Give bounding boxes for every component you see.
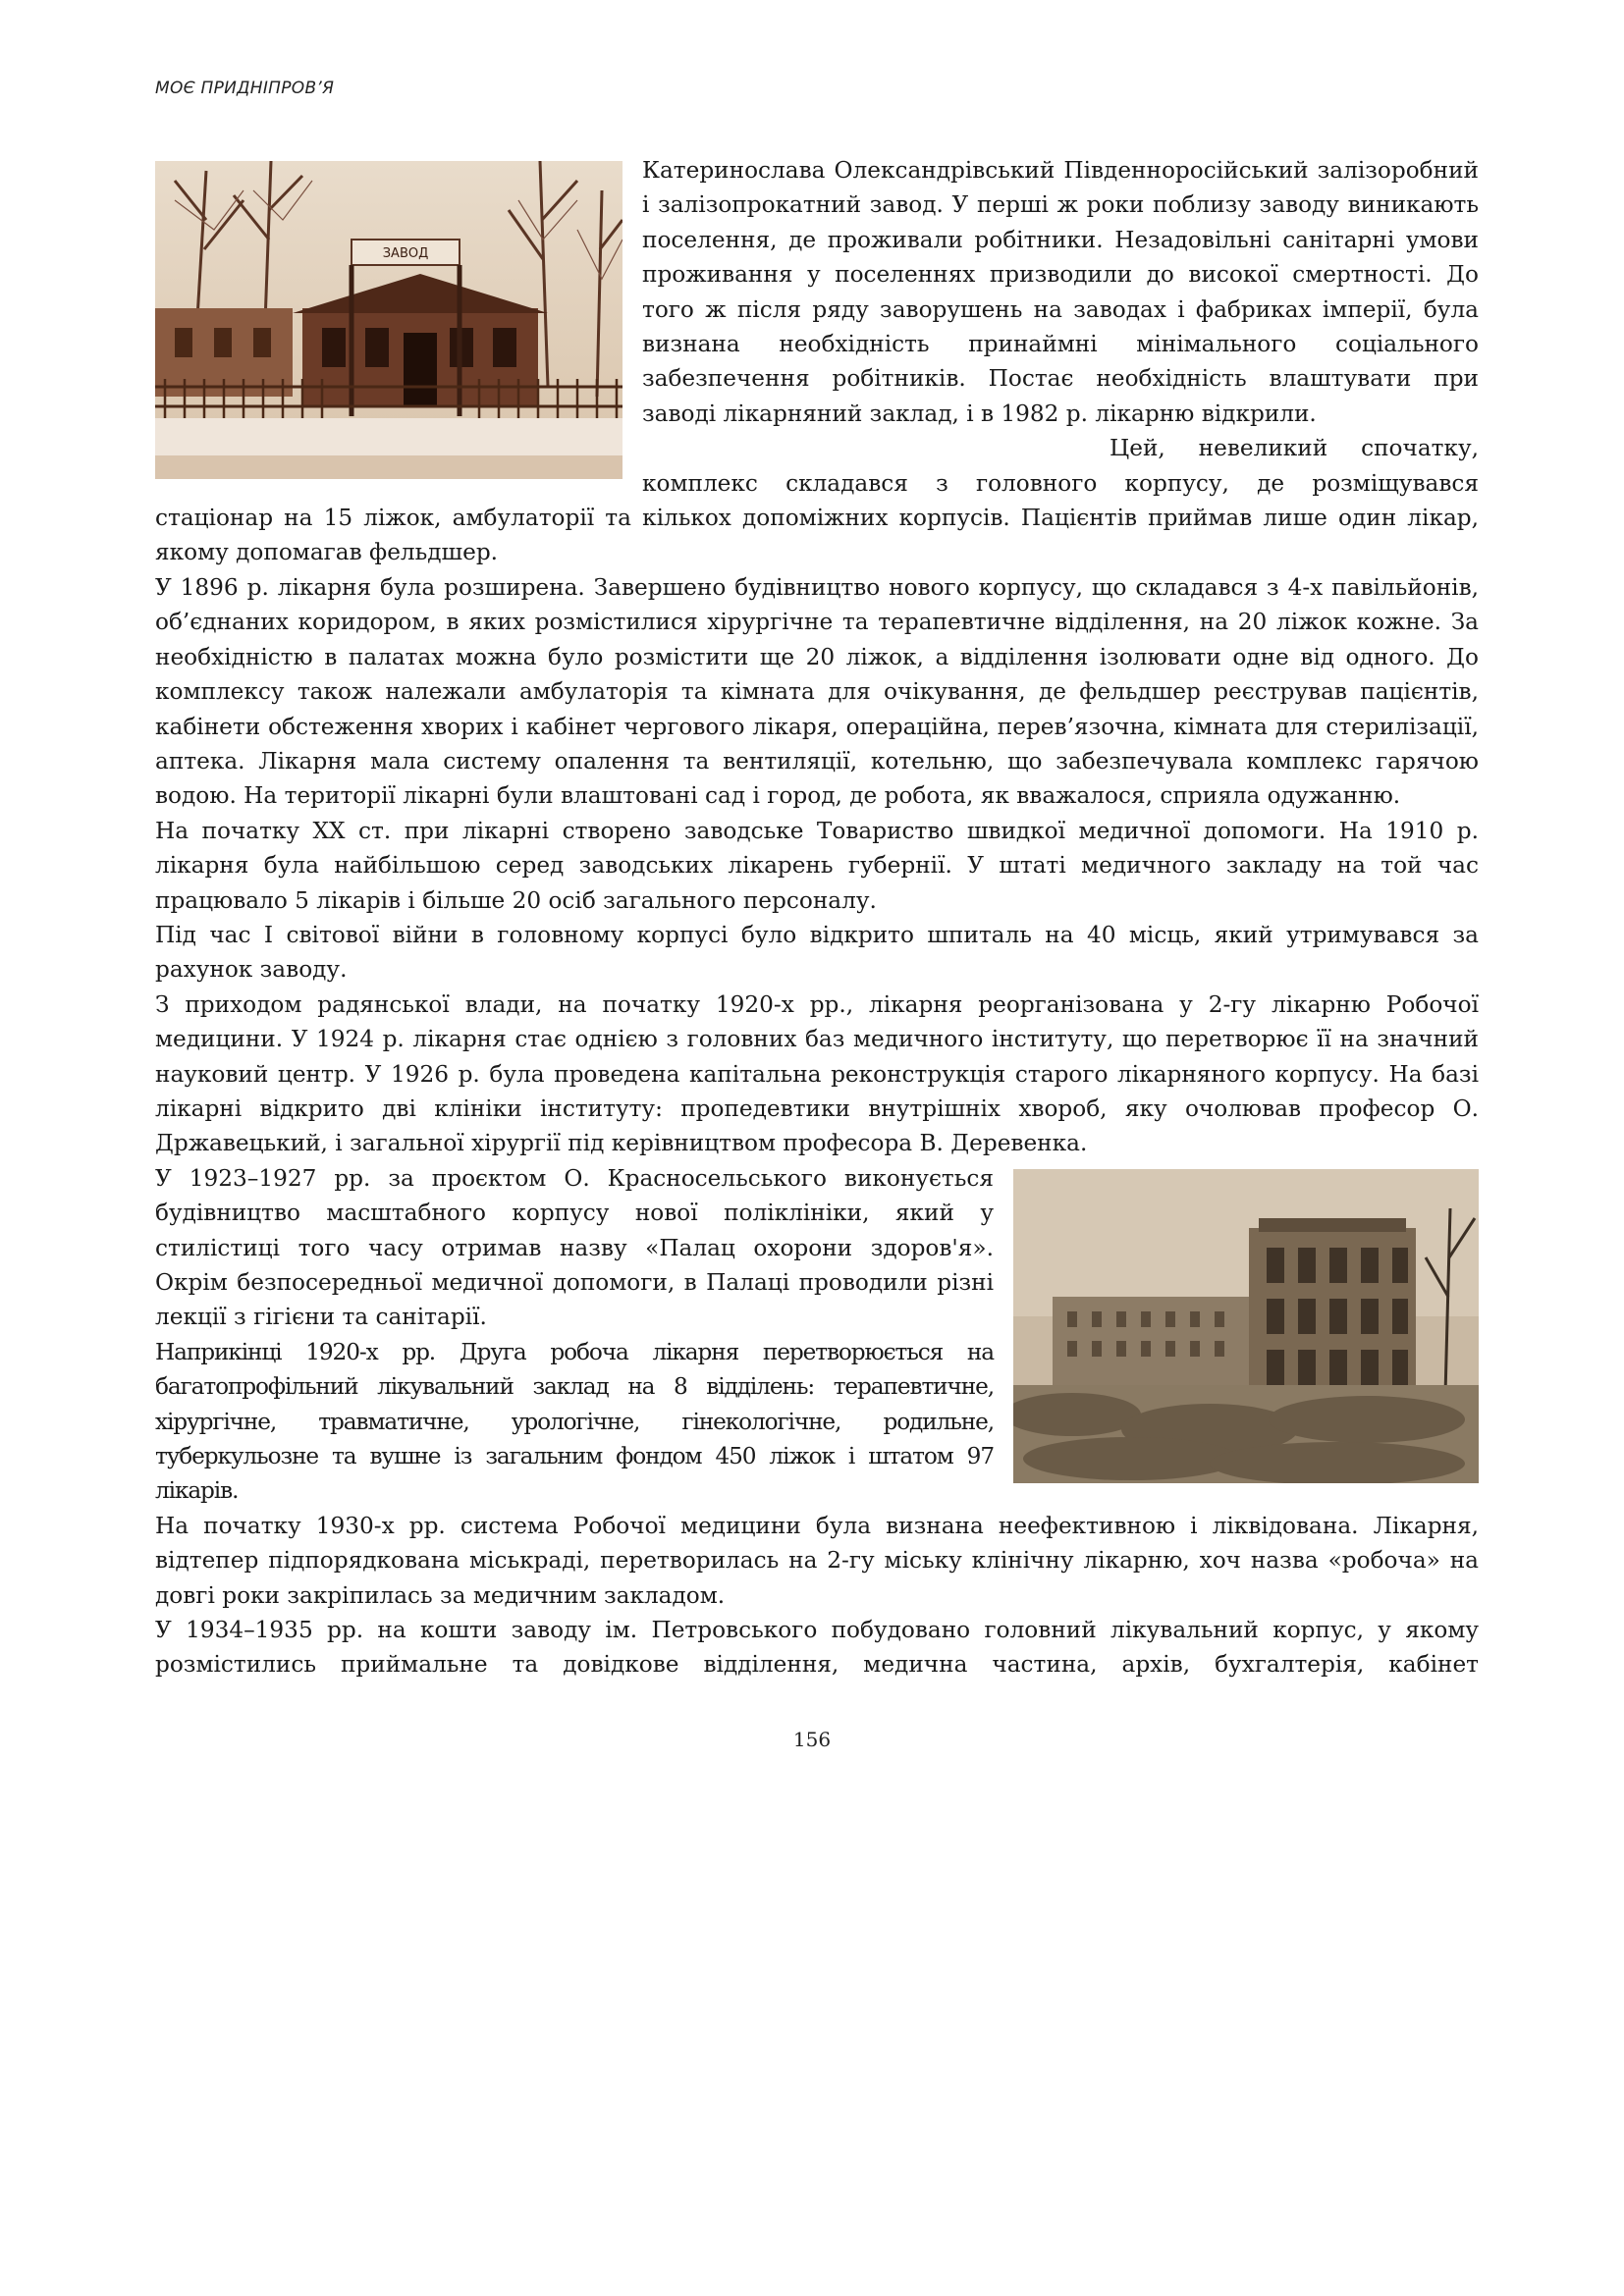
paragraph-5: Під час І світової війни в головному корпусі було відкрито шпиталь на 40 місць, який утримувався за рахунок заводу. (155, 921, 1479, 984)
running-header: МОЄ ПРИДНІПРОВ’Я (155, 79, 335, 98)
paragraph-7: У 1923–1927 рр. за проєктом О. Красносельського виконується будівництво масштабного корпусу нової поліклініки, який у стилістиці того часу отримав назву «Палац охорони здоров'я». Окрім безпосередньої медичної допомоги, в Палаці проводили різні лекції з гігієни та санітарії. (155, 1164, 994, 1331)
paragraph-3: У 1896 р. лікарня була розширена. Завершено будівництво нового корпусу, що складався з 4-х павільйонів, об’єднаних коридором, в яких розмістилися хірургічне та терапевтичне відділення, на 20 ліжок кожне. За необхідністю в палатах можна було розмістити ще 20 ліжок, а відділення ізолювати одне від одного. До комплексу також належали амбулаторія та кімната для очікування, де фельдшер реєстрував пацієнтів, кабінети обстеження хворих і кабінет чергового лікаря, операційна, перев’язочна, кімната для стерилізації, аптека. Лікарня мала систему опалення та вентиляції, котельню, що забезпечувала комплекс гарячою водою. На території лікарні були влаштовані сад і город, де робота, як вважалося, сприяла одужанню. (155, 573, 1479, 810)
page-number: 156 (792, 1728, 832, 1751)
paragraph-6: З приходом радянської влади, на початку 1920-х рр., лікарня реорганізована у 2-гу лікарню Робочої медицини. У 1924 р. лікарня стає однією з головних баз медичного інституту, що перетворює її на значний науковий центр. У 1926 р. була проведена капітальна реконструкція старого лікарняного корпусу. На базі лікарні відкрито дві клініки інституту: пропедевтики внутрішніх хвороб, яку очолював професор О. Државецький, і загальної хірургії під керівництвом професора В. Деревенка. (155, 990, 1479, 1157)
paragraph-2: Цей, невеликий спочатку, комплекс складався з головного корпусу, де розміщувався стаціонар на 15 ліжок, амбулаторії та кількох допоміжних корпусів. Пацієнтів приймав лише один лікар, якому допомагав фельдшер. (155, 435, 1479, 566)
paragraph-8: Наприкінці 1920-х рр. Друга робоча лікарня перетворюється на багатопрофільний лікувальний заклад на 8 відділень: терапевтичне, хірургічне, травматичне, урологічне, гінекологічне, родильне, туберкульозне та вушне із загальним фондом 450 ліжок і штатом 97 лікарів. (155, 1338, 994, 1505)
gate-sign-text: ЗАВОД (382, 246, 429, 261)
hospital-gate-photo (155, 161, 623, 479)
paragraph-10: У 1934–1935 рр. на кошти заводу ім. Петровського побудовано головний лікувальний корпус, у якому розмістились приймальне та довідкове відділення, медична частина, архів, бухгалтерія, кабінет (155, 1617, 1479, 1679)
paragraph-4: На початку ХХ ст. при лікарні створено заводське Товариство швидкої медичної допомоги. На 1910 р. лікарня була найбільшою серед заводських лікарень губернії. У штаті медичного закладу на той час працювало 5 лікарів і більше 20 осіб загального персоналу. (155, 817, 1479, 914)
article-body (155, 153, 1479, 1682)
polyclinic-palace-photo (1013, 1169, 1479, 1483)
paragraph-1: Катеринослава Олександрівський Південноросійський залізоробний і залізопрокатний завод. У перші ж роки поблизу заводу виникають поселення, де проживали робітники. Незадовільні санітарні умови проживання у поселеннях призводили до високої смертності. До того ж після ряду заворушень на заводах і фабриках імперії, була визнана необхідність принаймні мінімального соціального забезпечення робітників. Постає необхідність влаштувати при заводі лікарняний заклад, і в 1982 р. лікарню відкрили. (642, 157, 1479, 427)
paragraph-9: На початку 1930-х рр. система Робочої медицини була визнана неефективною і ліквідована. Лікарня, відтепер підпорядкована міськраді, перетворилась на 2-гу міську клінічну лікарню, хоч назва «робоча» на довгі роки закріпилась за медичним закладом. (155, 1512, 1479, 1609)
